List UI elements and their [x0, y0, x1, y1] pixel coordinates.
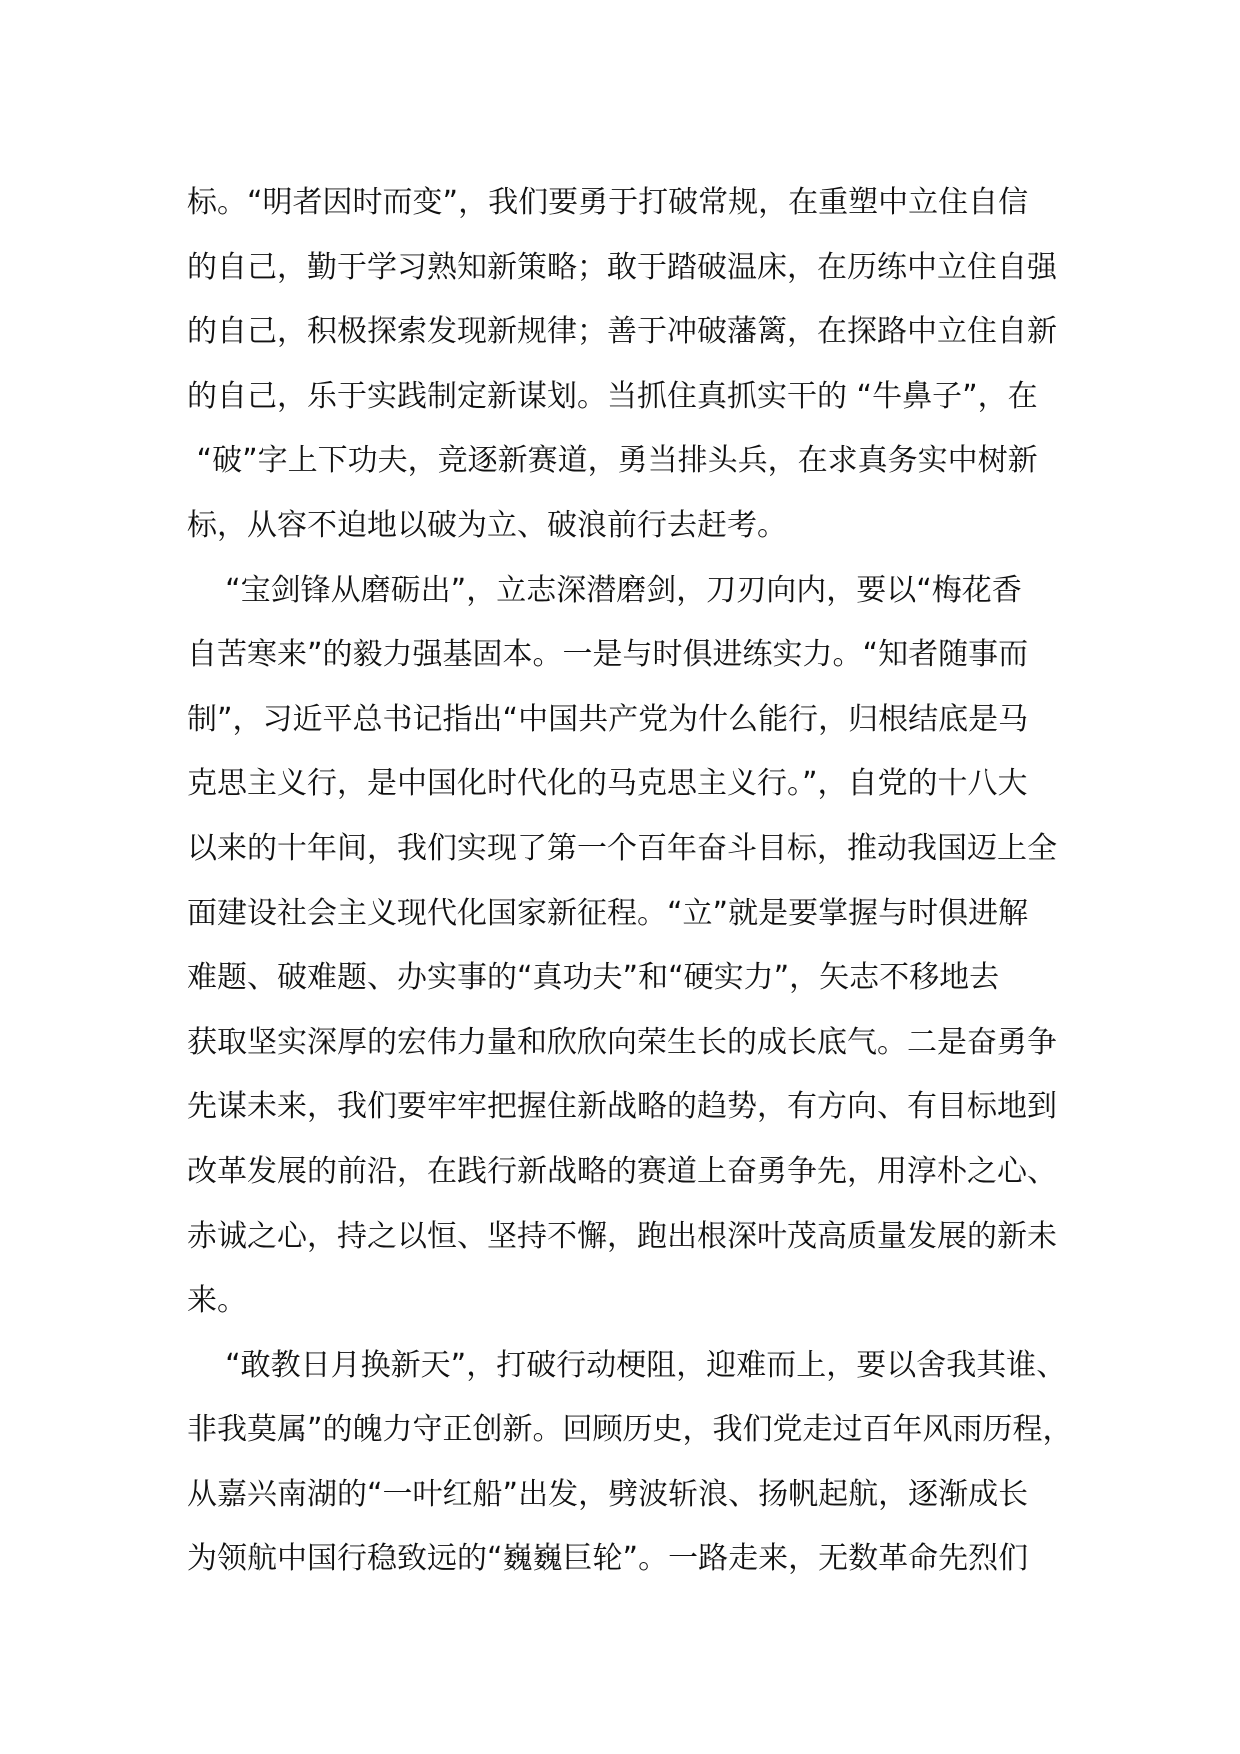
- text-line: 标，从容不迫地以破为立、破浪前行去赶考。: [187, 507, 787, 543]
- text-line: 赤诚之心，持之以恒、坚持不懈，跑出根深叶茂高质量发展的新未: [187, 1218, 1057, 1254]
- text-line: “敢教日月换新天”，打破行动梗阻，迎难而上，要以舍我其谁、: [187, 1347, 1067, 1383]
- text-line: “宝剑锋从磨砺出”，立志深潜磨剑，刀刃向内，要以“梅花香: [187, 572, 1022, 608]
- text-line: 难题、破难题、办实事的“真功夫”和“硬实力”，矢志不移地去: [187, 960, 1000, 996]
- body-text: [187, 171, 1077, 1592]
- text-line: 为领航中国行稳致远的“巍巍巨轮”。一路走来，无数革命先烈们: [187, 1541, 1029, 1577]
- text-line: 获取坚实深厚的宏伟力量和欣欣向荣生长的成长底气。二是奋勇争: [187, 1024, 1057, 1060]
- text-line: 制”，习近平总书记指出“中国共产党为什么能行，归根结底是马: [187, 701, 1029, 737]
- text-line: “破”字上下功夫，竞逐新赛道，勇当排头兵，在求真务实中树新: [187, 443, 1038, 479]
- text-line: 的自己，乐于实践制定新谋划。当抓住真抓实干的 “牛鼻子”，在: [187, 378, 1038, 414]
- text-line: 先谋未来，我们要牢牢把握住新战略的趋势，有方向、有目标地到: [187, 1089, 1057, 1125]
- text-line: 自苦寒来”的毅力强基固本。一是与时俱进练实力。“知者随事而: [187, 637, 1029, 673]
- text-line: 克思主义行，是中国化时代化的马克思主义行。”，自党的十八大: [187, 766, 1028, 802]
- text-line: 非我莫属”的魄力守正创新。回顾历史，我们党走过百年风雨历程，: [187, 1412, 1073, 1448]
- text-line: 以来的十年间，我们实现了第一个百年奋斗目标，推动我国迈上全: [187, 830, 1057, 866]
- text-line: 的自己，勤于学习熟知新策略；敢于踏破温床，在历练中立住自强: [187, 249, 1057, 285]
- text-line: 面建设社会主义现代化国家新征程。“立”就是要掌握与时俱进解: [187, 895, 1029, 931]
- text-line: 改革发展的前沿，在践行新战略的赛道上奋勇争先，用淳朴之心、: [187, 1153, 1057, 1189]
- text-line: 从嘉兴南湖的“一叶红船”出发，劈波斩浪、扬帆起航，逐渐成长: [187, 1476, 1029, 1512]
- text-line: 标。“明者因时而变”，我们要勇于打破常规，在重塑中立住自信: [187, 185, 1029, 220]
- text-line: 的自己，积极探索发现新规律；善于冲破藩篱，在探路中立住自新: [187, 314, 1057, 350]
- text-line: 来。: [187, 1283, 247, 1319]
